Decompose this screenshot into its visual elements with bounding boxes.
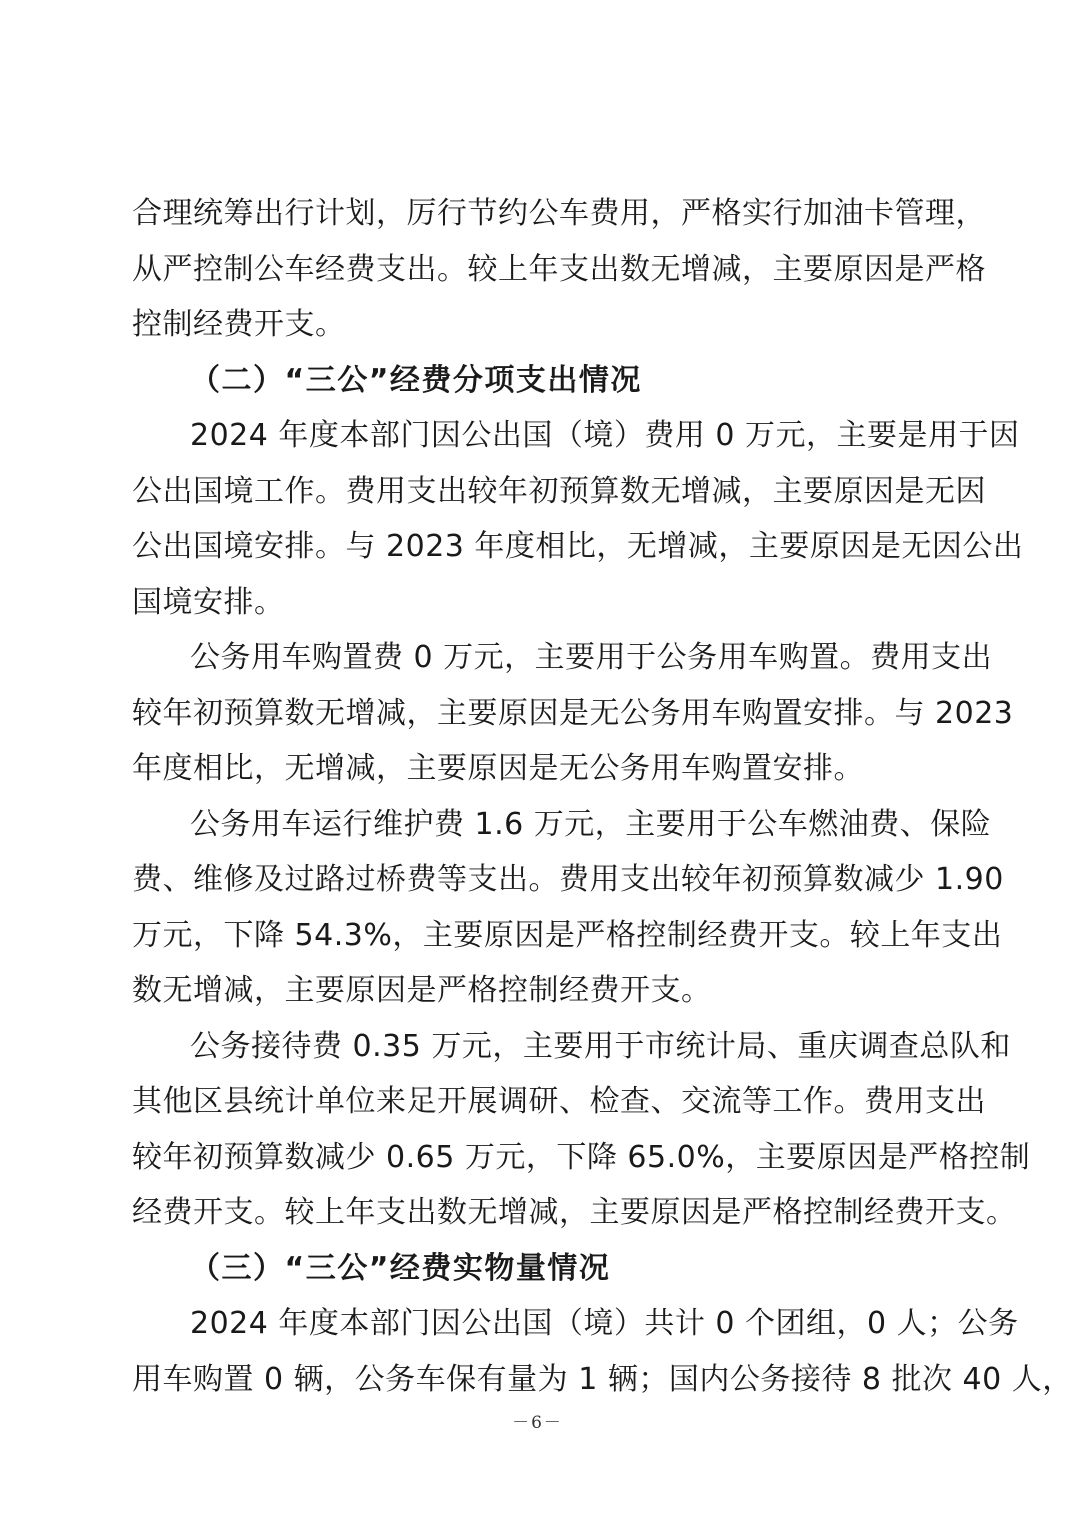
page-number: －6－: [512, 1413, 563, 1433]
body-line: 用车购置 0 辆，公务车保有量为 1 辆；国内公务接待 8 批次 40 人，: [132, 1361, 1073, 1397]
body-line: 从严控制公车经费支出。较上年支出数无增减，主要原因是严格: [132, 251, 986, 287]
body-line: 公出国境工作。费用支出较年初预算数无增减，主要原因是无因: [132, 473, 986, 509]
body-line: 较年初预算数无增减，主要原因是无公务用车购置安排。与 2023: [132, 695, 1014, 731]
body-line: 控制经费开支。: [132, 307, 346, 342]
document-body: [132, 186, 1073, 1407]
paragraph-first-line: 2024 年度本部门因公出国（境）共计 0 个团组，0 人；公务: [190, 1306, 1019, 1341]
body-line: 年度相比，无增减，主要原因是无公务用车购置安排。: [132, 751, 864, 786]
section-heading: （二）“三公”经费分项支出情况: [190, 362, 642, 398]
paragraph-first-line: 公务用车购置费 0 万元，主要用于公务用车购置。费用支出: [190, 640, 993, 675]
body-line: 合理统筹出行计划，厉行节约公车费用，严格实行加油卡管理，: [132, 196, 986, 231]
body-line: 万元，下降 54.3%，主要原因是严格控制经费开支。较上年支出: [132, 917, 1003, 953]
body-line: 公出国境安排。与 2023 年度相比，无增减，主要原因是无因公出: [132, 529, 1024, 564]
paragraph-first-line: 公务用车运行维护费 1.6 万元，主要用于公车燃油费、保险: [190, 806, 992, 842]
body-line: 经费开支。较上年支出数无增减，主要原因是严格控制经费开支。: [132, 1195, 1017, 1230]
body-line: 数无增减，主要原因是严格控制经费开支。: [132, 973, 712, 1008]
paragraph-first-line: 公务接待费 0.35 万元，主要用于市统计局、重庆调查总队和: [190, 1028, 1011, 1064]
body-line: 费、维修及过路过桥费等支出。费用支出较年初预算数减少 1.90: [132, 862, 1004, 897]
body-line: 国境安排。: [132, 584, 285, 620]
body-line: 较年初预算数减少 0.65 万元，下降 65.0%，主要原因是严格控制: [132, 1139, 1031, 1175]
section-heading: （三）“三公”经费实物量情况: [190, 1250, 611, 1286]
paragraph-first-line: 2024 年度本部门因公出国（境）费用 0 万元，主要是用于因: [190, 418, 1020, 453]
body-line: 其他区县统计单位来足开展调研、检查、交流等工作。费用支出: [132, 1084, 986, 1119]
